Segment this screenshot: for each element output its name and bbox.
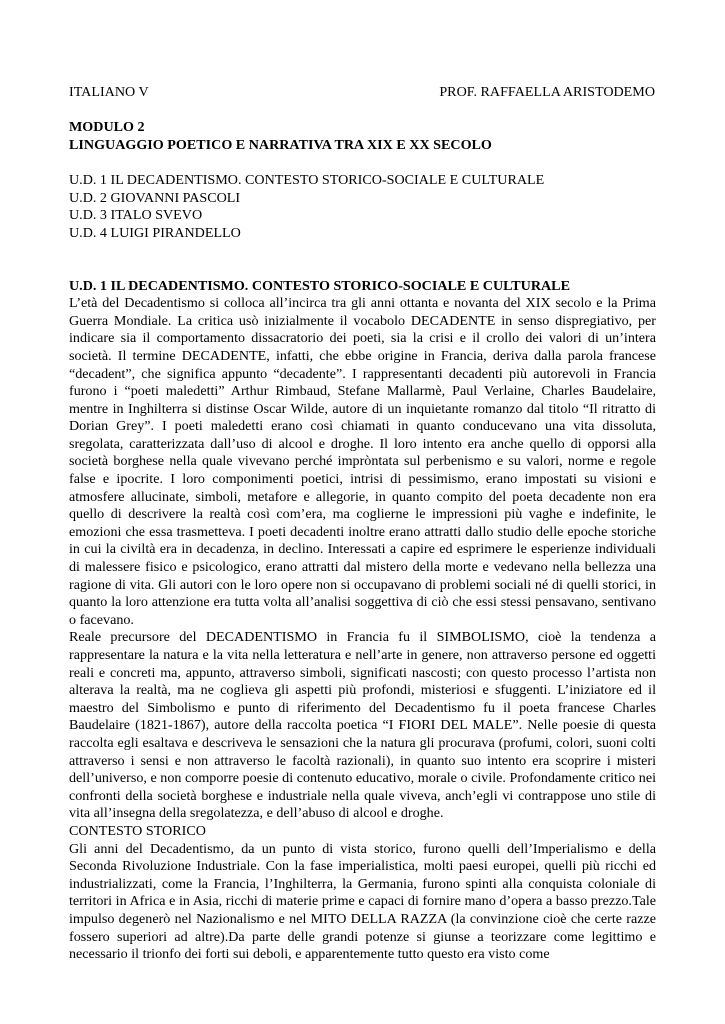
course-title: ITALIANO V [69, 84, 149, 100]
spacer [69, 242, 656, 260]
history-body [69, 841, 656, 964]
module-subtitle: LINGUAGGIO POETICO E NARRATIVA TRA XIX E XX SECOLO [69, 136, 492, 153]
spacer [69, 102, 656, 120]
body-paragraph: Gli anni del Decadentismo, da un punto di vista storico, furono quelli dell’Imperialismo e della Seconda Rivoluzione Industriale. Con la fase imperialistica, molti paesi europei, quelli più ricchi ed industrializzati, come la Francia, l’Inghilterra, la Germania, furono spinti alla conquista coloniale di territori in Africa e in Asia, ricchi di materie prime e capaci di fornire mano d’opera a basso prezzo.Tale impulso degenerò nel Nazionalismo e nel MITO DELLA RAZZA (la convinzione cioè che certe razze fossero superiori ad altre).Da parte delle grandi potenze si giunse a teorizzare come legittimo e necessario il trionfo dei forti sui deboli, e apparentemente tutto questo era visto come [69, 840, 656, 963]
body-paragraph: Reale precursore del DECADENTISMO in Francia fu il SIMBOLISMO, cioè la tendenza a rappresentare la natura e la vita nella letteratura e nell’arte in genere, non attraverso persone ed oggetti reali e concreti ma, appunto, attraverso simboli, significati nascosti; con questo processo l’artista non alterava la realtà, ma ne coglieva gli aspetti più profondi, misteriosi e sfuggenti. L’iniziatore ed il maestro del Simbolismo e punto di riferimento del Decadentismo fu il poeta francese Charles Baudelaire (1821-1867), autore della raccolta poetica “I FIORI DEL MALE”. Nelle poesie di questa raccolta egli esaltava e descriveva le sensazioni che la natura gli procurava (profumi, colori, suoni colti attraverso i sensi e non attraverso le facoltà razionali), in quanto suo intento era scoprire i misteri dell’universo, e non comporre poesie di contenuto educativo, morale o civile. Profondamente critico nei confronti della società borghese e industriale nella quale viveva, anch’egli vi contrappose uno stile di vita all’insegna della sregolatezza, e dell’abuso di alcool e droghe. [69, 629, 656, 822]
history-title: CONTESTO STORICO [69, 822, 206, 839]
unit-item: U.D. 4 LUIGI PIRANDELLO [69, 224, 241, 241]
section-heading: U.D. 1 IL DECADENTISMO. CONTESTO STORICO-SOCIALE E CULTURALE [69, 277, 570, 294]
spacer [69, 154, 656, 172]
spacer [69, 260, 656, 278]
teacher-name: PROF. RAFFAELLA ARISTODEMO [439, 84, 655, 100]
module-title: MODULO 2 [69, 119, 145, 136]
unit-item: U.D. 2 GIOVANNI PASCOLI [69, 189, 241, 206]
section-body [69, 295, 656, 823]
unit-item: U.D. 3 ITALO SVEVO [69, 207, 203, 224]
unit-list [69, 172, 656, 242]
body-paragraph: L’età del Decadentismo si colloca all’incirca tra gli anni ottanta e novanta del XIX secolo e la Prima Guerra Mondiale. La critica usò inizialmente il vocabolo DECADENTE in senso dispregiativo, per indicare sia il comportamento dissacratorio dei poeti, sia la crisi e il crollo dei valori di un’intera società. Il termine DECADENTE, infatti, che ebbe origine in Francia, deriva dalla parola francese “decadent”, che significa appunto “decadente”. I rappresentanti decadenti più autorevoli in Francia furono i “poeti maledetti” Arthur Rimbaud, Stefane Mallarmè, Paul Verlaine, Charles Baudelaire, mentre in Inghilterra si distinse Oscar Wilde, autore di un inquietante romanzo dal titolo “Il ritratto di Dorian Grey”. I poeti maledetti erano così chiamati in quanto conducevano una vita dissoluta, sregolata, caratterizzata dall’uso di alcool e droghe. Il loro intento era anche quello di opporsi alla società borghese nella quale vivevano perché impròntata sul perbenismo e su valori, norme e regole false e ipocrite. I loro componimenti poetici, intrisi di pessimismo, erano impostati su visioni e atmosfere allucinate, simboli, metafore e allegorie, in quanto compito del poeta decadente non era quello di descrivere la realtà così com’era, ma coglierne le impressioni più vaghe e indefinite, le emozioni che essa trasmetteva. I poeti decadenti inoltre erano attratti dallo studio delle epoche storiche in cui la civiltà era in decadenza, in declino. Interessati a capire ed esprimere le esperienze individuali di malessere fisico e psicologico, erano attratti dal mistero della morte e vedevano nella bellezza una ragione di vita. Gli autori con le loro opere non si occupavano di problemi sociali né di quelli storici, in quanto la loro attenzione era tutta volta all’analisi soggettiva di ciò che essi stessi pensavano, sentivano o facevano. [69, 295, 656, 628]
document-header [69, 84, 656, 102]
unit-item: U.D. 1 IL DECADENTISMO. CONTESTO STORICO-SOCIALE E CULTURALE [69, 171, 545, 188]
